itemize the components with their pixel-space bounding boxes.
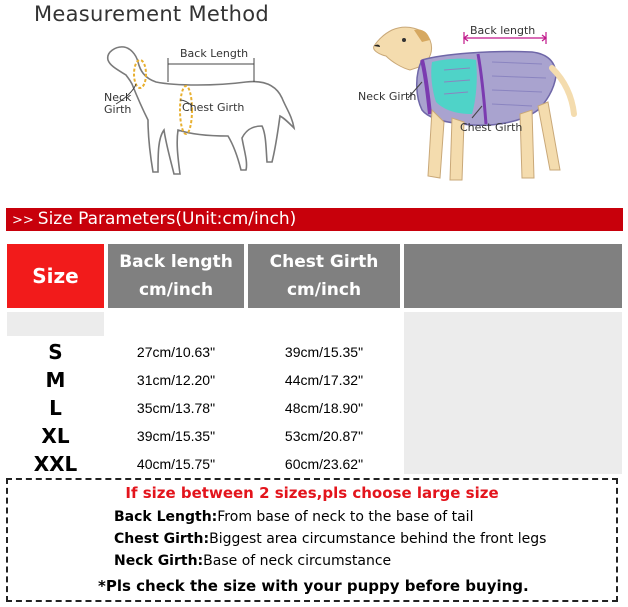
size-column-header: Size — [7, 244, 104, 308]
check-size-footer: *Pls check the size with your puppy before buying. — [98, 577, 529, 595]
neck-girth-description: Base of neck circumstance — [203, 553, 392, 569]
left-back-length-label: Back Length — [180, 47, 249, 60]
size-advice-headline: If size between 2 sizes,pls choose large size — [125, 484, 499, 502]
left-chest-girth-label: Chest Girth — [182, 101, 245, 114]
page-title: Measurement Method — [34, 2, 270, 26]
table-spacer-row — [7, 312, 104, 336]
back-length-header-title: Back length — [119, 252, 233, 272]
neck-girth-term: Neck Girth: — [114, 553, 204, 569]
size-label: XL — [41, 424, 70, 448]
back-length-term: Back Length: — [114, 509, 218, 525]
neck-girth-definition — [114, 553, 391, 569]
size-parameters-banner — [6, 208, 623, 231]
back-length-value: 27cm/10.63" — [136, 344, 216, 360]
back-length-description: From base of neck to the base of tail — [217, 509, 474, 525]
back-length-value: 35cm/13.78" — [136, 400, 216, 416]
size-label: S — [48, 340, 63, 364]
chest-girth-definition — [114, 531, 546, 547]
chest-girth-column-header — [248, 244, 400, 308]
back-length-value: 31cm/12.20" — [136, 372, 216, 388]
size-label: L — [49, 396, 62, 420]
chest-girth-header-title: Chest Girth — [269, 252, 379, 272]
back-length-header-unit: cm/inch — [138, 280, 214, 300]
back-length-column-header — [108, 244, 244, 308]
back-length-definition — [114, 509, 473, 525]
back-length-value: 40cm/15.75" — [136, 456, 216, 472]
chest-girth-value: 60cm/23.62" — [284, 456, 364, 472]
extra-column-header — [404, 244, 622, 308]
chest-girth-description: Biggest area circumstance behind the front legs — [209, 531, 547, 547]
right-neck-girth-label: Neck Girth — [358, 90, 417, 103]
size-label: XXL — [33, 452, 78, 476]
chest-girth-value: 48cm/18.90" — [284, 400, 364, 416]
chest-girth-header-unit: cm/inch — [286, 280, 362, 300]
table-extra-column — [404, 312, 622, 474]
banner-text: Size Parameters(Unit:cm/inch) — [37, 209, 297, 229]
notes-box — [6, 478, 618, 602]
double-arrow-icon: >> — [12, 213, 34, 228]
chest-girth-term: Chest Girth: — [114, 531, 210, 547]
dog-in-coat-illustration — [352, 10, 592, 200]
chest-girth-value: 44cm/17.32" — [284, 372, 364, 388]
chest-girth-value: 53cm/20.87" — [284, 428, 364, 444]
back-length-value: 39cm/15.35" — [136, 428, 216, 444]
chest-girth-value: 39cm/15.35" — [284, 344, 364, 360]
right-back-length-label: Back length — [470, 24, 536, 37]
size-label: M — [45, 368, 66, 392]
right-chest-girth-label: Chest Girth — [460, 121, 523, 134]
left-neck-girth-label: Neck Girth — [104, 91, 132, 116]
